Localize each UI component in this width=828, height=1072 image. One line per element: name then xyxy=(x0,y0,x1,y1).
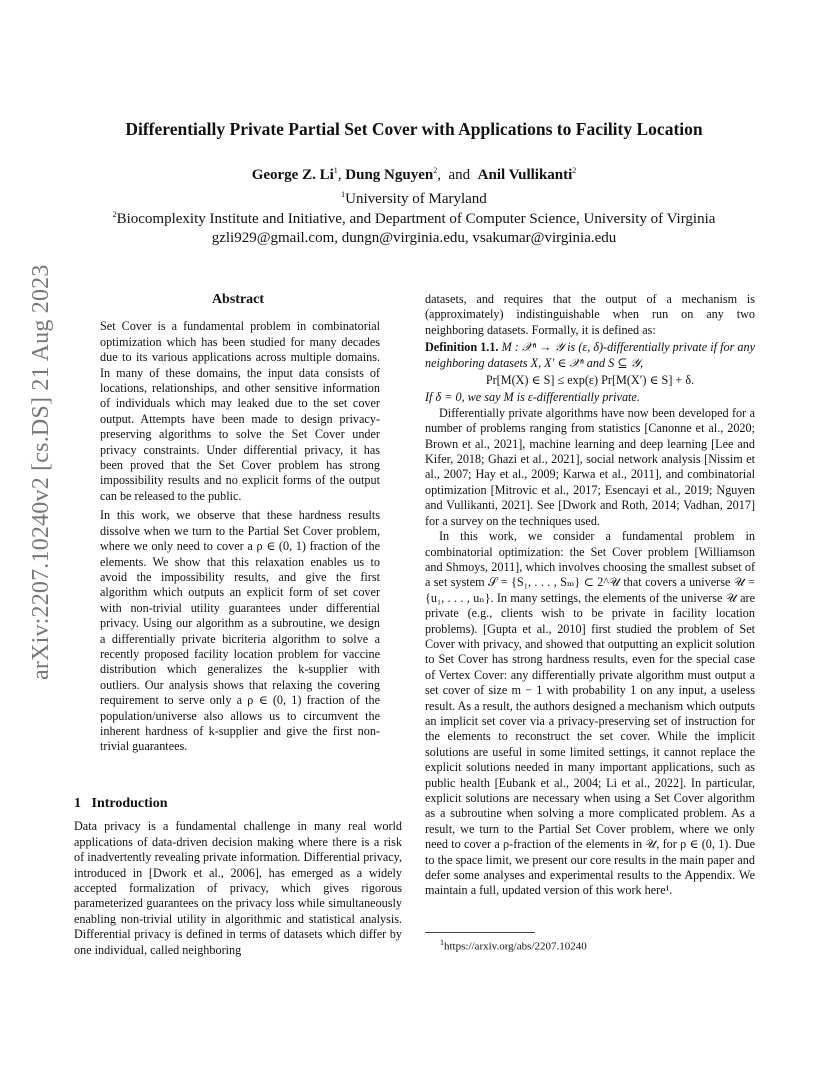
abstract-paragraph-1: Set Cover is a fundamental problem in combinatorial optimization which has been studied for many decades due to its various applications across multiple domains. In many of these domains, the input data consists of locations, relationships, and other sensitive information of individuals which may leaked due to the set cover output. Attempts have been made to design privacy-preserving algorithms to solve the Set Cover under privacy constraints. Under differential privacy, it has been proved that the Set Cover problem has strong impossibility results and no explicit forms of the output can be released to the public. xyxy=(100,319,380,503)
introduction-section xyxy=(74,796,402,958)
affiliation-2-text: Biocomplexity Institute and Initiative, and Department of Computer Science, University of Virginia xyxy=(116,211,716,227)
footnote-url[interactable]: https://arxiv.org/abs/2207.10240 xyxy=(444,940,587,953)
right-column xyxy=(425,292,755,899)
abstract-heading: Abstract xyxy=(211,292,265,307)
paper-title: Differentially Private Partial Set Cover with Applications to Facility Location xyxy=(125,119,703,139)
author-1-affil: 1 xyxy=(333,166,338,175)
right-paragraph-1: Differentially private algorithms have now been developed for a number of problems ranging from statistics [Canonne et al., 2020; Brown et al., 2021], machine learning and deep learning [Lee and Kifer, 2018; Ghazi et al., 2021], social network analysis [Nissim et al., 2007; Hay et al., 2009; Karwa et al., 2011], and combinatorial optimization [Mitrovic et al., 2017; Esencayi et al., 2019; Nguyen and Vullikanti, 2021]. See [Dwork and Roth, 2014; Vadhan, 2017] for a survey on the techniques used. xyxy=(425,405,755,528)
footnote xyxy=(440,938,587,953)
definition-label: Definition 1.1. xyxy=(425,340,499,355)
definition-1-1 xyxy=(425,340,755,371)
definition-equation: Pr[M(X) ∈ S] ≤ exp(ε) Pr[M(X′) ∈ S] + δ. xyxy=(485,373,695,388)
affiliation-2-marker: 2 xyxy=(112,210,117,219)
section-number: 1 xyxy=(74,796,81,811)
author-1: George Z. Li xyxy=(251,167,334,183)
footnote-marker: 1 xyxy=(440,938,444,947)
definition-remark: If δ = 0, we say M is ε-differentially private. xyxy=(425,390,640,405)
affiliation-1 xyxy=(40,190,788,208)
definition-text: M : 𝒳ⁿ → 𝒴 is (ε, δ)-differentially private if for any neighboring datasets X, X′ ∈ 𝒳ⁿ and S ⊆ 𝒴, xyxy=(425,340,755,370)
right-paragraph-2: In this work, we consider a fundamental problem in combinatorial optimization: the Set Cover problem [Williamson and Shmoys, 2011], which involves choosing the smallest subset of a set system 𝒮 = {S₁, . . . , Sₘ} ⊂ 2^𝒰 that covers a universe 𝒰 = {u₁, . . . , uₙ}. In many settings, the elements of the universe 𝒰 are private (e.g., clients wish to be private in facility location problems). [Gupta et al., 2010] first studied the problem of Set Cover with privacy, and showed that outputting an explicit solution to Set Cover has strong hardness results, even for the special case of Vertex Cover: any differentially private algorithm must output a set cover of size m − 1 with probability 1 on any input, a useless result. As a result, the authors designed a mechanism which outputs an implicit set cover via a privacy-preserving set of instruction for the elements to reconstruct the set cover. While the implicit solutions are useful in some limited settings, it cannot replace the explicit solutions needed in many important applications, such as public health [Eubank et al., 2004; Li et al., 2022]. In particular, explicit solutions are necessary when using a Set Cover algorithm as a subroutine when solving a more complicated problem. As a result, we turn to the Partial Set Cover problem, where we only need to cover a ρ-fraction of the elements in 𝒰, for ρ ∈ (0, 1). Due to the space limit, we present our core results in the main paper and defer some analyses and experimental results to the Appendix. We maintain a full, updated version of this work here¹. xyxy=(425,529,755,898)
section-heading-introduction xyxy=(74,796,402,811)
affiliation-2 xyxy=(40,210,788,228)
author-conjunction: and xyxy=(448,167,471,183)
author-2-affil: 2 xyxy=(433,166,438,175)
author-2: Dung Nguyen xyxy=(345,167,434,183)
author-emails: gzli929@gmail.com, dungn@virginia.edu, vsakumar@virginia.edu xyxy=(211,230,617,246)
author-3: Anil Vullikanti xyxy=(477,167,573,183)
affiliation-1-text: University of Maryland xyxy=(345,191,487,207)
intro-paragraph-1: Data privacy is a fundamental challenge in many real world applications of data-driven decision making where there is a risk of inadvertently revealing private information. Differential privacy, introduced in [Dwork et al., 2006], has emerged as a widely accepted formalization of privacy, which gives rigorous parameterized guarantees on the privacy loss while simultaneously enabling non-trivial utility in algorithmic and statistical analysis. Differential privacy is defined in terms of datasets which differ by one individual, called neighboring xyxy=(74,819,402,957)
arxiv-stamp: arXiv:2207.10240v2 [cs.DS] 21 Aug 2023 xyxy=(28,264,54,680)
affiliation-1-marker: 1 xyxy=(341,190,346,199)
footnote-rule xyxy=(425,932,535,933)
abstract-section xyxy=(74,292,402,759)
right-paragraph-0: datasets, and requires that the output of a mechanism is (approximately) indistinguishable when run on any two neighboring datasets. Formally, it is defined as: xyxy=(425,292,755,337)
section-title: Introduction xyxy=(91,796,168,811)
author-list: George Z. Li$^1$, Dung Nguyen$^2$, and Anil Vullikanti$^2$ xyxy=(251,166,577,183)
author-3-affil: 2 xyxy=(572,166,577,175)
abstract-paragraph-2: In this work, we observe that these hardness results dissolve when we turn to the Partial Set Cover problem, where we only need to cover a ρ ∈ (0, 1) fraction of the elements. We show that this relaxation enables us to avoid the impossibility results, and give the first algorithm which outputs an explicit form of set cover with non-trivial utility guarantees under differential privacy. Using our algorithm as a subroutine, we design a differentially private bicriteria algorithm to solve a recently proposed facility location problem for vaccine distribution which generalizes the k-supplier with outliers. Our analysis shows that relaxing the covering requirement to serve only a ρ ∈ (0, 1) fraction of the population/universe also allows us to circumvent the inherent hardness of k-supplier and give the first non-trivial guarantees. xyxy=(100,508,380,754)
